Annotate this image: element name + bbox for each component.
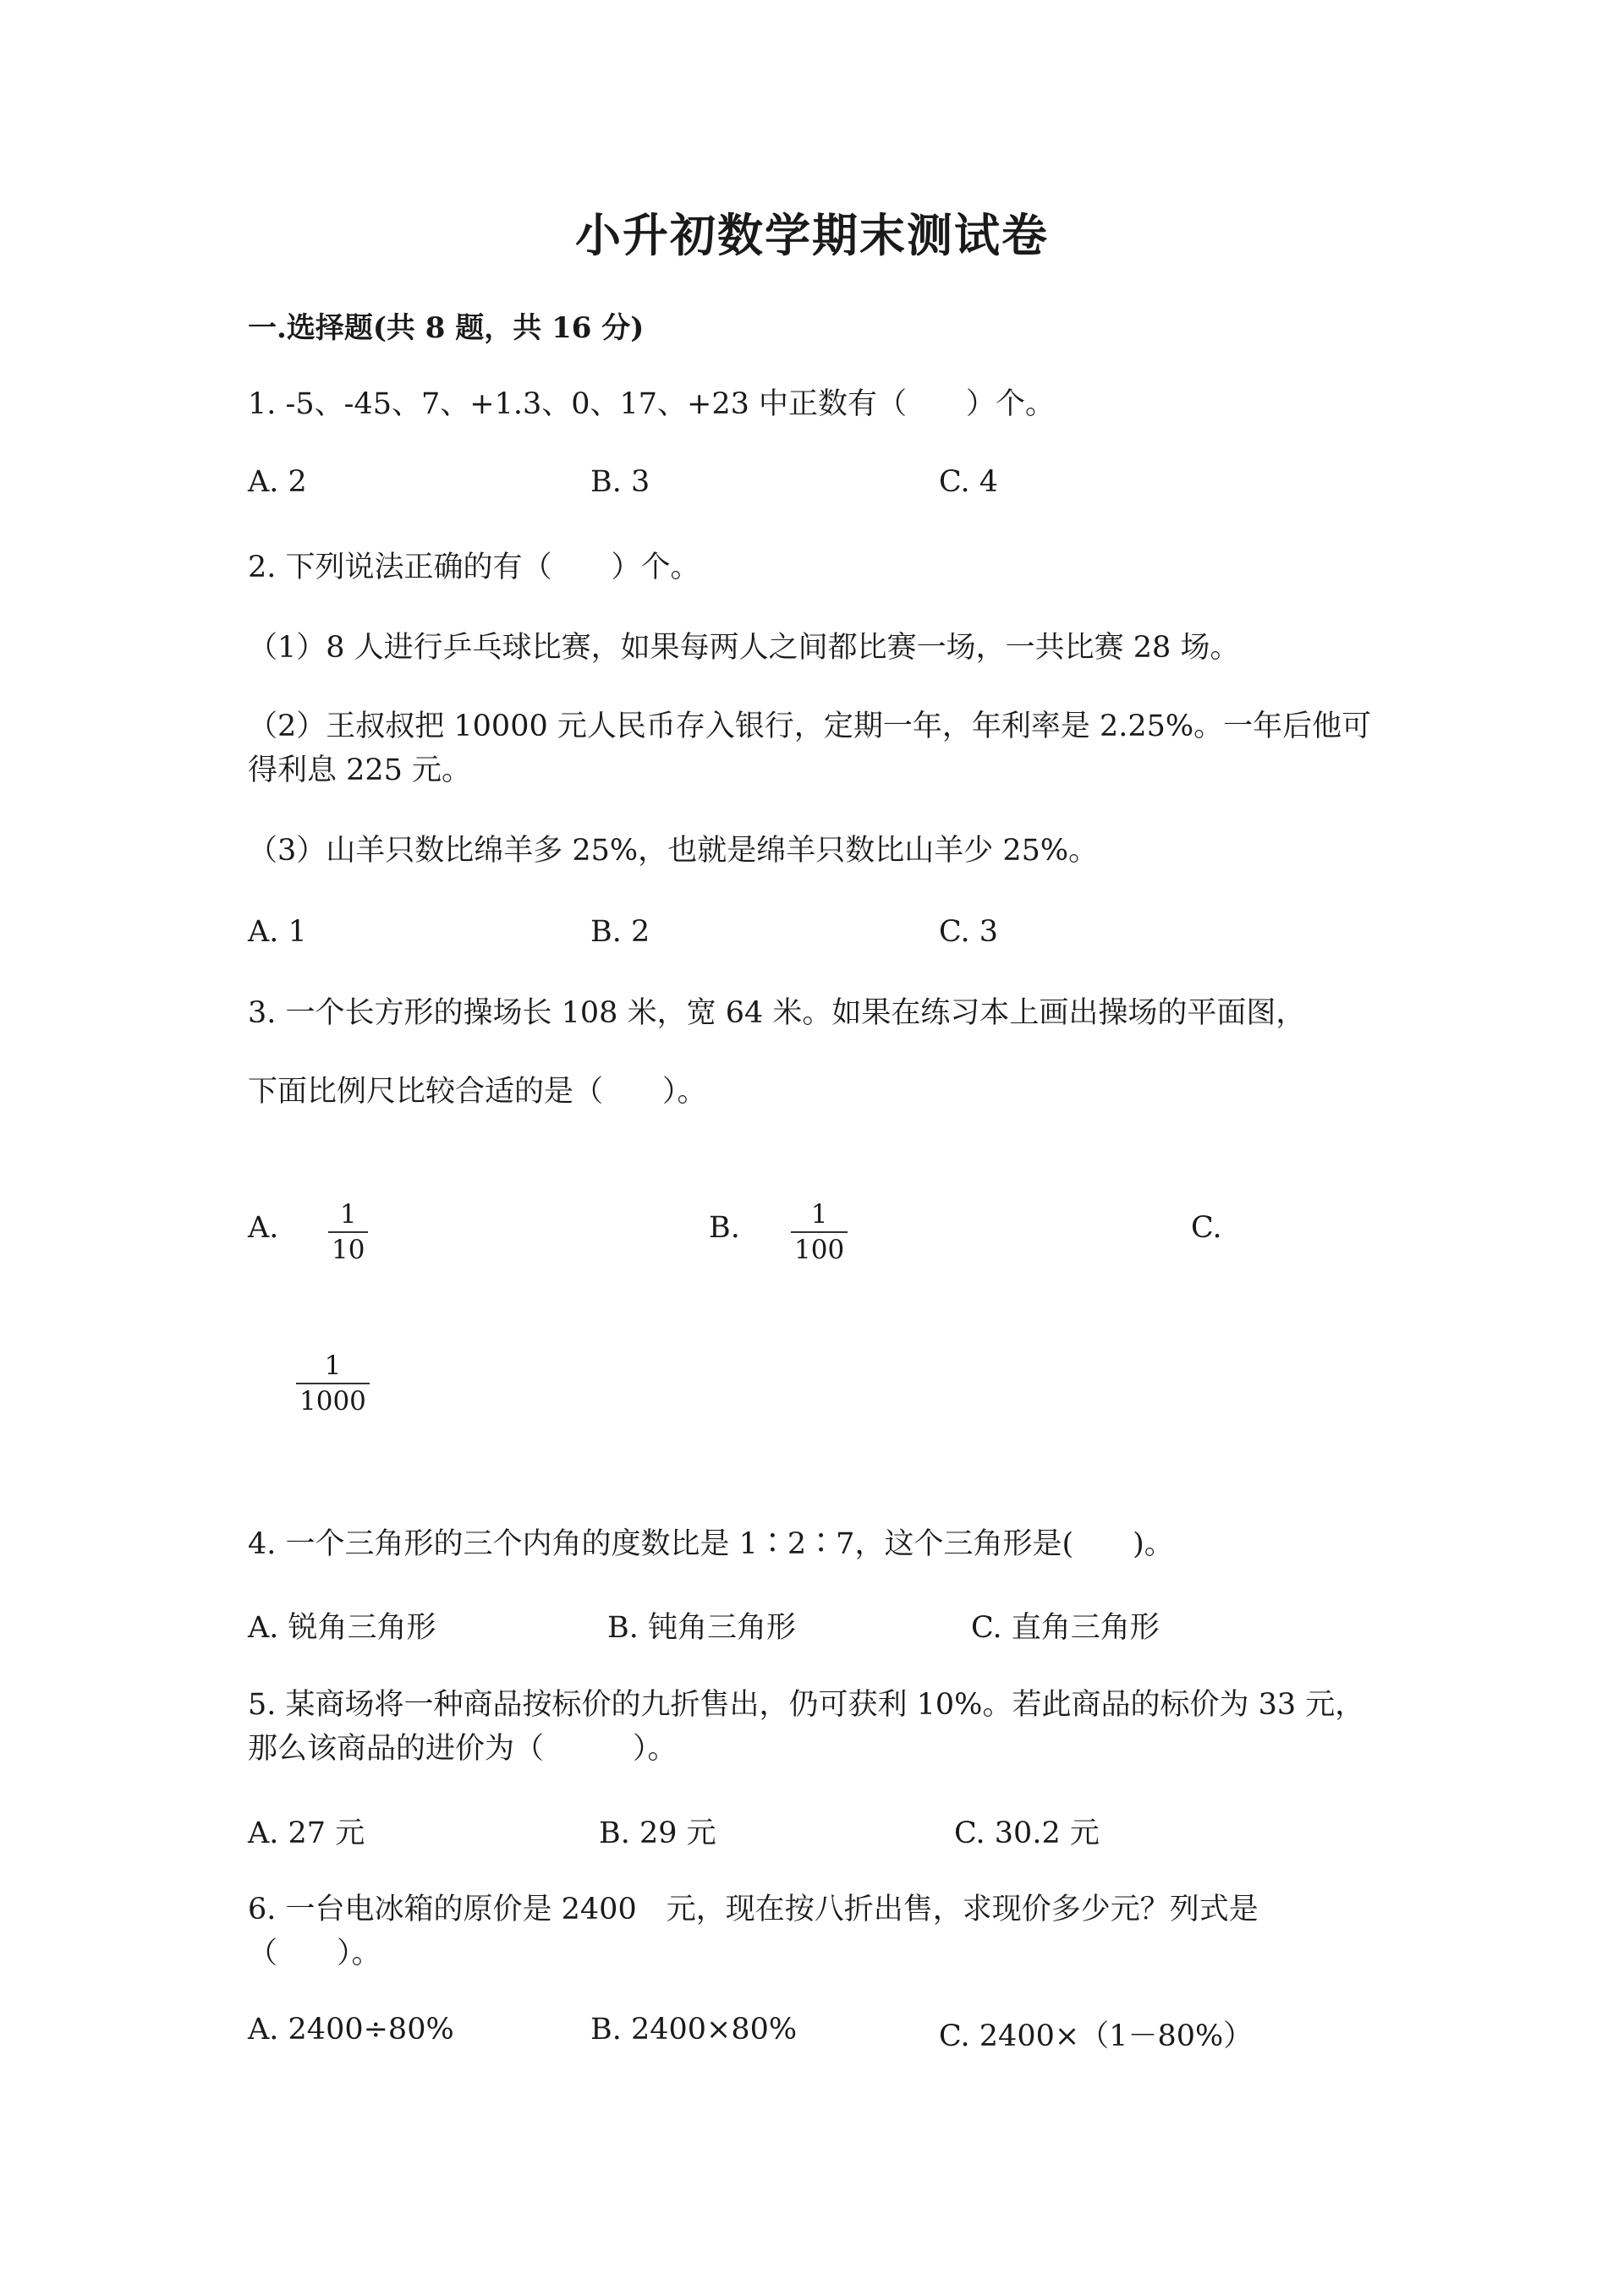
question-1-option-a: A. 2 xyxy=(248,465,307,499)
fraction-bar xyxy=(328,1231,368,1233)
fraction-bar xyxy=(296,1383,370,1384)
question-5-option-b: B. 29 元 xyxy=(599,1817,716,1850)
question-2-option-b: B. 2 xyxy=(590,915,650,949)
question-3-option-a-fraction xyxy=(328,1199,368,1265)
question-2-statement-1: （1）8 人进行乒乓球比赛，如果每两人之间都比赛一场，一共比赛 28 场。 xyxy=(248,631,1240,665)
question-1-option-c: C. 4 xyxy=(939,465,999,499)
question-2-statement-3: （3）山羊只数比绵羊多 25%，也就是绵羊只数比山羊少 25%。 xyxy=(248,834,1099,868)
question-1-option-b: B. 3 xyxy=(590,465,650,499)
fraction-bar xyxy=(791,1231,848,1233)
question-6-option-b: B. 2400×80% xyxy=(590,2013,798,2047)
question-2-stem: 2. 下列说法正确的有（ ）个。 xyxy=(248,551,700,584)
question-3-stem-line-1: 3. 一个长方形的操场长 108 米，宽 64 米。如果在练习本上画出操场的平面图， xyxy=(248,996,1306,1030)
question-3-option-b-letter: B. xyxy=(709,1211,740,1245)
question-5-stem: 5. 某商场将一种商品按标价的九折售出，仍可获利 10%。若此商品的标价为 33 元，那么该商品的进价为（ ）。 xyxy=(248,1688,1365,1766)
question-3-option-c-fraction xyxy=(296,1351,370,1417)
fraction-numerator: 1 xyxy=(810,1199,828,1230)
question-5-option-a: A. 27 元 xyxy=(248,1817,365,1850)
question-6-stem: 6. 一台电冰箱的原价是 2400 元，现在按八折出售，求现价多少元？列式是（ ）。 xyxy=(248,1893,1259,1970)
question-2-statement-2: （2）王叔叔把 10000 元人民币存入银行，定期一年，年利率是 2.25%。一年后他可得利息 225 元。 xyxy=(248,710,1372,787)
fraction-denominator: 1000 xyxy=(299,1386,366,1417)
question-5-option-c: C. 30.2 元 xyxy=(954,1817,1100,1850)
question-3-option-a-letter: A. xyxy=(248,1211,279,1245)
question-2-option-a: A. 1 xyxy=(248,915,307,949)
fraction-numerator: 1 xyxy=(339,1199,357,1230)
fraction-numerator: 1 xyxy=(324,1351,342,1381)
question-3-option-c-letter: C. xyxy=(1191,1211,1222,1245)
fraction-denominator: 100 xyxy=(794,1235,845,1265)
question-6-option-a: A. 2400÷80% xyxy=(248,2013,454,2047)
question-4-option-b: B. 钝角三角形 xyxy=(607,1611,796,1645)
page-title: 小升初数学期末测试卷 xyxy=(575,208,1049,262)
question-1-stem: 1. -5、-45、7、+1.3、0、17、+23 中正数有（ ）个。 xyxy=(248,387,1056,421)
section-heading: 一.选择题(共 8 题，共 16 分) xyxy=(248,311,645,345)
question-3-stem-line-2: 下面比例尺比较合适的是（ ）。 xyxy=(248,1075,707,1109)
question-6-option-c: C. 2400×（1－80%） xyxy=(939,2019,1254,2053)
fraction-denominator: 10 xyxy=(332,1235,365,1265)
question-4-option-c: C. 直角三角形 xyxy=(971,1611,1160,1645)
question-2-option-c: C. 3 xyxy=(939,915,999,949)
question-4-option-a: A. 锐角三角形 xyxy=(248,1611,436,1645)
question-4-stem: 4. 一个三角形的三个内角的度数比是 1∶2∶7，这个三角形是( )。 xyxy=(248,1527,1174,1561)
question-3-option-b-fraction xyxy=(791,1199,848,1265)
